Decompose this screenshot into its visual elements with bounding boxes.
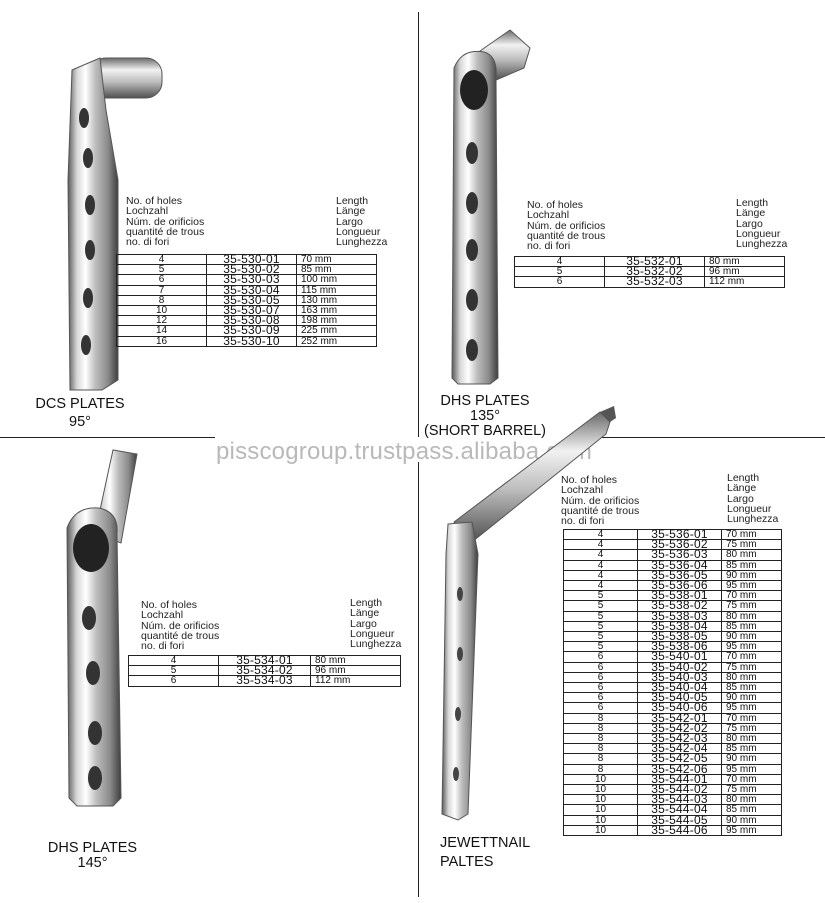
dhs135-caption: DHS PLATES 135° (SHORT BARREL) xyxy=(424,393,546,439)
length-cell: 252 mm xyxy=(297,336,377,346)
length-cell: 163 mm xyxy=(297,306,377,316)
catalog-number-cell: 35-530-05 xyxy=(207,295,297,305)
dcs-spec-table xyxy=(116,254,377,347)
holes-cell: 8 xyxy=(564,744,638,754)
holes-cell: 10 xyxy=(564,785,638,795)
length-cell: 80 mm xyxy=(722,734,782,744)
catalog-number-cell: 35-534-02 xyxy=(219,666,311,676)
catalog-number-cell: 35-542-03 xyxy=(638,734,722,744)
length-cell: 90 mm xyxy=(722,693,782,703)
holes-cell: 5 xyxy=(117,265,207,275)
length-cell: 85 mm xyxy=(722,744,782,754)
length-cell: 130 mm xyxy=(297,295,377,305)
holes-cell: 5 xyxy=(564,621,638,631)
length-cell: 75 mm xyxy=(722,723,782,733)
length-cell: 96 mm xyxy=(705,267,785,277)
length-cell: 95 mm xyxy=(722,703,782,713)
holes-cell: 5 xyxy=(564,642,638,652)
table-row xyxy=(515,277,785,287)
catalog-number-cell: 35-530-07 xyxy=(207,306,297,316)
dhs-145-plate-image xyxy=(55,448,155,818)
dcs-length-header: Length Länge Largo Longueur Lunghezza xyxy=(336,195,388,249)
length-cell: 80 mm xyxy=(722,795,782,805)
length-cell: 85 mm xyxy=(722,805,782,815)
holes-cell: 10 xyxy=(564,825,638,835)
catalog-number-cell: 35-540-03 xyxy=(638,672,722,682)
catalog-number-cell: 35-532-02 xyxy=(605,267,705,277)
holes-cell: 4 xyxy=(564,570,638,580)
length-cell: 70 mm xyxy=(297,255,377,265)
holes-cell: 4 xyxy=(117,255,207,265)
catalog-number-cell: 35-542-01 xyxy=(638,713,722,723)
length-cell: 85 mm xyxy=(297,265,377,275)
catalog-number-cell: 35-530-01 xyxy=(207,255,297,265)
catalog-number-cell: 35-530-08 xyxy=(207,316,297,326)
catalog-number-cell: 35-544-03 xyxy=(638,795,722,805)
catalog-number-cell: 35-538-06 xyxy=(638,642,722,652)
holes-cell: 14 xyxy=(117,326,207,336)
catalog-number-cell: 35-530-10 xyxy=(207,336,297,346)
holes-cell: 6 xyxy=(564,703,638,713)
catalog-number-cell: 35-536-04 xyxy=(638,560,722,570)
catalog-number-cell: 35-540-02 xyxy=(638,662,722,672)
holes-cell: 8 xyxy=(564,754,638,764)
holes-cell: 6 xyxy=(564,652,638,662)
catalog-number-cell: 35-544-01 xyxy=(638,774,722,784)
length-cell: 70 mm xyxy=(722,530,782,540)
catalog-number-cell: 35-544-06 xyxy=(638,825,722,835)
holes-cell: 4 xyxy=(564,550,638,560)
holes-cell: 4 xyxy=(564,540,638,550)
jewett-spec-table xyxy=(563,529,782,836)
holes-cell: 10 xyxy=(564,805,638,815)
length-cell: 90 mm xyxy=(722,754,782,764)
holes-cell: 5 xyxy=(564,632,638,642)
divider-vertical-bottom xyxy=(418,462,419,897)
length-cell: 75 mm xyxy=(722,785,782,795)
holes-cell: 6 xyxy=(564,662,638,672)
table-row xyxy=(117,336,377,346)
dcs-holes-header: No. of holes Lochzahl Núm. de orificios quantité de trous no. di fori xyxy=(126,195,205,249)
holes-cell: 6 xyxy=(564,672,638,682)
divider-vertical-top xyxy=(418,12,419,437)
holes-cell: 10 xyxy=(117,306,207,316)
length-cell: 90 mm xyxy=(722,815,782,825)
holes-cell: 6 xyxy=(129,676,219,686)
jewett-length-header: Length Länge Largo Longueur Lunghezza xyxy=(727,472,779,526)
catalog-number-cell: 35-540-06 xyxy=(638,703,722,713)
length-cell: 85 mm xyxy=(722,560,782,570)
jewett-caption: JEWETTNAIL PALTES xyxy=(440,835,531,870)
jewett-holes-header: No. of holes Lochzahl Núm. de orificios quantité de trous no. di fori xyxy=(561,474,640,528)
catalog-number-cell: 35-536-02 xyxy=(638,540,722,550)
catalog-number-cell: 35-542-05 xyxy=(638,754,722,764)
holes-cell: 16 xyxy=(117,336,207,346)
holes-cell: 4 xyxy=(564,530,638,540)
length-cell: 115 mm xyxy=(297,285,377,295)
holes-cell: 5 xyxy=(515,267,605,277)
length-cell: 80 mm xyxy=(705,257,785,267)
length-cell: 95 mm xyxy=(722,825,782,835)
length-cell: 80 mm xyxy=(722,672,782,682)
dhs135-spec-table xyxy=(514,256,785,288)
holes-cell: 8 xyxy=(564,713,638,723)
length-cell: 225 mm xyxy=(297,326,377,336)
dhs135-length-header: Length Länge Largo Longueur Lunghezza xyxy=(736,197,788,251)
length-cell: 80 mm xyxy=(722,550,782,560)
table-row xyxy=(129,676,401,686)
catalog-number-cell: 35-534-03 xyxy=(219,676,311,686)
length-cell: 95 mm xyxy=(722,642,782,652)
holes-cell: 5 xyxy=(564,601,638,611)
catalog-number-cell: 35-534-01 xyxy=(219,656,311,666)
holes-cell: 5 xyxy=(564,611,638,621)
catalog-number-cell: 35-538-01 xyxy=(638,591,722,601)
holes-cell: 4 xyxy=(564,581,638,591)
length-cell: 95 mm xyxy=(722,581,782,591)
dhs145-length-header: Length Länge Largo Longueur Lunghezza xyxy=(350,597,402,651)
catalog-number-cell: 35-544-04 xyxy=(638,805,722,815)
length-cell: 70 mm xyxy=(722,652,782,662)
holes-cell: 8 xyxy=(564,734,638,744)
dcs-caption: DCS PLATES 95° xyxy=(35,396,125,430)
length-cell: 96 mm xyxy=(311,666,401,676)
dhs145-caption: DHS PLATES 145° xyxy=(47,840,138,871)
holes-cell: 6 xyxy=(117,275,207,285)
length-cell: 198 mm xyxy=(297,316,377,326)
catalog-number-cell: 35-532-01 xyxy=(605,257,705,267)
length-cell: 70 mm xyxy=(722,774,782,784)
length-cell: 100 mm xyxy=(297,275,377,285)
length-cell: 90 mm xyxy=(722,632,782,642)
holes-cell: 7 xyxy=(117,285,207,295)
catalog-number-cell: 35-530-04 xyxy=(207,285,297,295)
watermark: pisscogroup.trustpass.alibaba.com xyxy=(216,438,593,465)
length-cell: 70 mm xyxy=(722,591,782,601)
holes-cell: 6 xyxy=(515,277,605,287)
holes-cell: 6 xyxy=(564,693,638,703)
holes-cell: 5 xyxy=(129,666,219,676)
table-row xyxy=(564,825,782,835)
holes-cell: 6 xyxy=(564,683,638,693)
length-cell: 112 mm xyxy=(705,277,785,287)
length-cell: 75 mm xyxy=(722,601,782,611)
catalog-number-cell: 35-530-09 xyxy=(207,326,297,336)
catalog-number-cell: 35-536-03 xyxy=(638,550,722,560)
catalog-number-cell: 35-538-04 xyxy=(638,621,722,631)
dhs135-holes-header: No. of holes Lochzahl Núm. de orificios quantité de trous no. di fori xyxy=(527,199,606,253)
catalog-number-cell: 35-536-06 xyxy=(638,581,722,591)
catalog-number-cell: 35-538-05 xyxy=(638,632,722,642)
length-cell: 85 mm xyxy=(722,683,782,693)
holes-cell: 4 xyxy=(129,656,219,666)
holes-cell: 8 xyxy=(117,295,207,305)
holes-cell: 10 xyxy=(564,795,638,805)
dhs145-holes-header: No. of holes Lochzahl Núm. de orificios quantité de trous no. di fori xyxy=(141,599,220,653)
length-cell: 112 mm xyxy=(311,676,401,686)
catalog-number-cell: 35-542-02 xyxy=(638,723,722,733)
length-cell: 90 mm xyxy=(722,570,782,580)
catalog-number-cell: 35-544-05 xyxy=(638,815,722,825)
length-cell: 95 mm xyxy=(722,764,782,774)
holes-cell: 12 xyxy=(117,316,207,326)
catalog-number-cell: 35-530-02 xyxy=(207,265,297,275)
catalog-number-cell: 35-540-04 xyxy=(638,683,722,693)
catalog-number-cell: 35-536-05 xyxy=(638,570,722,580)
catalog-number-cell: 35-540-05 xyxy=(638,693,722,703)
divider-horizontal-left xyxy=(0,437,215,438)
catalog-number-cell: 35-542-04 xyxy=(638,744,722,754)
catalog-number-cell: 35-532-03 xyxy=(605,277,705,287)
length-cell: 75 mm xyxy=(722,662,782,672)
catalog-number-cell: 35-536-01 xyxy=(638,530,722,540)
catalog-number-cell: 35-538-03 xyxy=(638,611,722,621)
catalog-number-cell: 35-544-02 xyxy=(638,785,722,795)
holes-cell: 10 xyxy=(564,774,638,784)
holes-cell: 8 xyxy=(564,723,638,733)
catalog-number-cell: 35-540-01 xyxy=(638,652,722,662)
length-cell: 85 mm xyxy=(722,621,782,631)
catalog-number-cell: 35-542-06 xyxy=(638,764,722,774)
holes-cell: 5 xyxy=(564,591,638,601)
catalog-number-cell: 35-530-03 xyxy=(207,275,297,285)
length-cell: 80 mm xyxy=(311,656,401,666)
divider-horizontal-right xyxy=(600,437,825,438)
length-cell: 70 mm xyxy=(722,713,782,723)
length-cell: 80 mm xyxy=(722,611,782,621)
holes-cell: 8 xyxy=(564,764,638,774)
holes-cell: 4 xyxy=(515,257,605,267)
holes-cell: 4 xyxy=(564,560,638,570)
holes-cell: 10 xyxy=(564,815,638,825)
catalog-number-cell: 35-538-02 xyxy=(638,601,722,611)
dhs145-spec-table xyxy=(128,655,401,687)
length-cell: 75 mm xyxy=(722,540,782,550)
